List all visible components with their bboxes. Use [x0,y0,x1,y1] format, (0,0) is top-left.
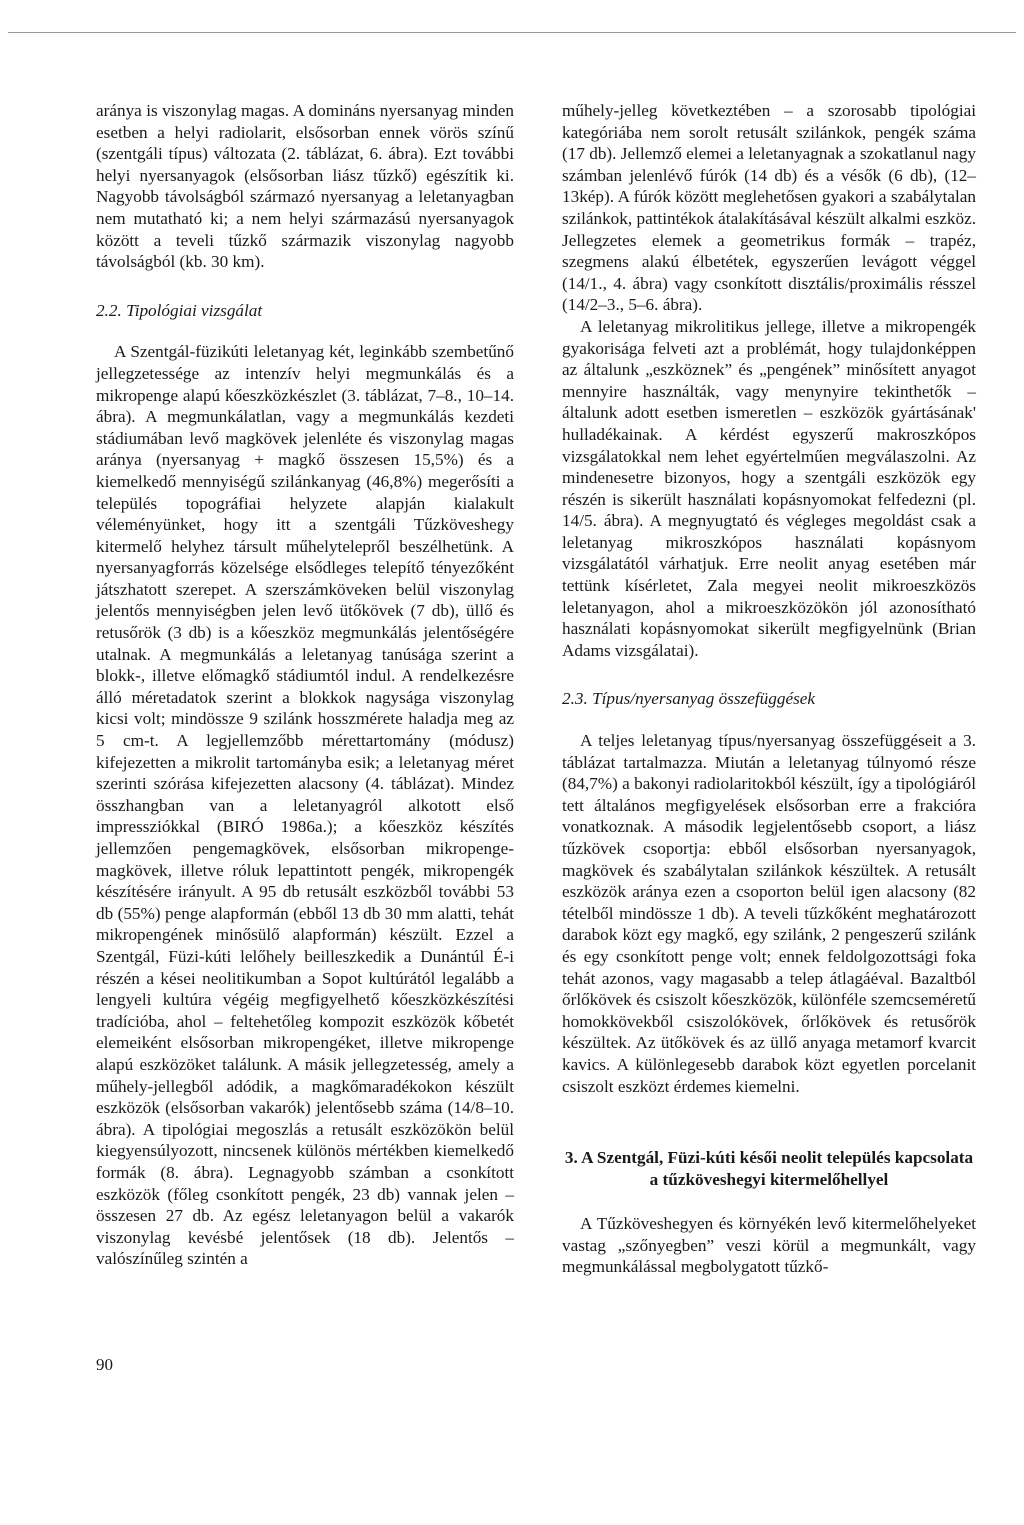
subheading-2-3: 2.3. Típus/nyersanyag összefüggések [562,689,816,709]
paragraph: A Tűzköveshegyen és környékén levő kitermelőhelyeket vastag „szőnyegben” veszi körül a megmunkált, vagy megmunkálással megbolygatott tűzkő- [562,1214,976,1277]
page-number: 90 [96,1355,113,1374]
paragraph: A teljes leletanyag típus/nyersanyag összefüggéseit a 3. táblázat tartalmazza. Miután a leletanyag túlnyomó része (84,7%) a bakonyi radiolaritokból készült, így a tipológiáról tett általános megfigyelések elsősorban erre a frakcióra vonatkoznak. A második legjelentősebb csoport, a liász tűzkövek csoportja: ebből elsősorban nyersanyagok, magkövek és szabálytalan szilánkok készültek. A retusált eszközök aránya ezen a csoporton belül igen alacsony (82 tételből mindössze 1 db). A teveli tűzkőként meghatározott darabok közt egy magkő, egy szilánk, 2 pengeszerű szilánk és egy csonkított penge volt; ennek feldolgozottsági foka tehát azonos, vagy magasabb a telep átlagáéval. Bazaltból őrlőkövek és csiszolt kőeszközök, különféle szemcseméretű homokkövekből csiszolókövek, őrlőkövek és retusőrök készültek. Az ütőkövek és az üllő anyaga metamorf kvarcit kavics. A különlegesebb darabok közt egyetlen porcelanit csiszolt eszközt érdemes kiemelni. [562,731,976,1096]
header-rule [8,32,1016,33]
paragraph: aránya is viszonylag magas. A domináns nyersanyag minden esetben a helyi radiolarit, elsősorban ennek vörös színű (szentgáli típus) változata (2. táblázat, 6. ábra). Ezt további helyi nyersanyagok (elsősorban liász tűzkő) egészítik ki. Nagyobb távolságból származó nyersanyag a leletanyagban nem mutatható ki; a nem helyi származású nyersanyagok között a teveli tűzkő származik viszonylag nagyobb távolságból (kb. 30 km). [96,101,514,272]
paragraph: A leletanyag mikrolitikus jellege, illetve a mikropengék gyakorisága felveti azt a problémát, hogy tulajdonképpen az általunk „eszköznek” és „pengének” minősített anyagot mennyire használták, vagy menynyire tekinthetők – általunk adott esetben ismeretlen – eszközök gyártásának' hulladékainak. A kérdést egyszerű makroszkópos vizsgálatokkal nem lehet egyértelműen megválaszolni. Az mindenesetre bizonyos, hogy a szentgáli eszközök egy részén is sikerült használati kopásnyomokat felfedezni (pl. 14/5. ábra). A megnyugtató és végleges megoldást csak a leletanyag mikroszkópos használati kopásnyom vizsgálatától várhatjuk. Erre neolit anyag esetében már tettünk kísérletet, Zala megyei neolit mikroeszközös leletanyagon, ahol a mikroeszközökön jól azonosítható használati kopásnyomokat sikerült megfigyelnünk (Brian Adams vizsgálatai). [562,316,976,660]
paragraph: A Szentgál-füzikúti leletanyag két, leginkább szembetűnő jellegzetessége az intenzív helyi megmunkálás és a mikropenge alapú kőeszközkészlet (3. táblázat, 7–8., 10–14. ábra). A megmunkálatlan, vagy a megmunkálás kezdeti stádiumában levő magkövek jelenléte és viszonylag magas aránya (nyersanyag + magkő összesen 15,5%) és a kiemelkedő mennyiségű szilánkanyag (46,8%) megerősíti a település topográfiai helyzete alapján kialakult véleményünket, hogy itt a szentgáli Tűzköveshegy kitermelő helyhez társult műhelytelepről beszélhetünk. A nyersanyagforrás közelsége elsődleges telepítő tényezőként játszhatott szerepet. A szerszámköveken belül viszonylag jelentős mennyiségben jelen levő ütőkövek (7 db), üllő és retusőrök (3 db) is a kőeszköz megmunkálás jelentőségére utalnak. A megmunkálás a leletanyag tanúsága szerint a blokk-, illetve előmagkő stádiumtól indul. A rendelkezésre álló méretadatok szerint a blokkok nagysága viszonylag kicsi volt; mindössze 9 szilánk hosszmérete haladja meg az 5 cm-t. A legjellemzőbb mérettartomány (módusz) kifejezetten a mikrolit tartományba esik; a leletanyag méret szerinti szórása kifejezetten alacsony (4. táblázat). Mindez összhangban van a leletanyagról alkotott első impressziókkal (BIRÓ 1986a.); a kőeszköz készítés jellemzően pengemagkövek, elsősorban mikropenge-magkövek, illetve róluk lepattintott pengék, mikropengék készítésére irányult. A 95 db retusált eszközből további 53 db (55%) penge alapformán (ebből 13 db 30 mm alatti, tehát mikropengének minősülő alapformán) készült. Ezzel a Szentgál, Füzi-kúti lelőhely beilleszkedik a Dunántúl É-i részén a kései neolitikumban a Sopot kultúrától legalább a lengyeli kultúra végéig megfigyelhető kőeszközkészítési tradícióba, ahol – feltehetőleg kompozit eszközök kőbetét elemeiként elsősorban mikropengéket, illetve mikropenge alapú eszközöket találunk. A másik jellegzetesség, amely a műhely-jellegből adódik, a magkőmaradékokon készült eszközök (elsősorban vakarók) jelentősebb száma (14/8–10. ábra). A tipológiai megoszlás a retusált eszközökön belül kiegyensúlyozott, nincsenek különös mértékben kiemelkedő formák (8. ábra). Legnagyobb számban a csonkított eszközök (főleg csonkított pengék, 23 db) vannak jelen – összesen 27 db. Az egész leletanyagon belül a vakarók viszonylag kevésbé jelentősek (18 db). Jelentős – valószínűleg szintén a [96,342,514,1269]
subheading-2-2: 2.2. Tipológiai vizsgálat [96,300,263,320]
right-column [562,100,976,1278]
section-heading-3: 3. A Szentgál, Füzi-kúti késői neolit település kapcsolata a tűzköveshegyi kitermelőhellyel [564,1148,974,1190]
left-column [96,100,514,1270]
paragraph: műhely-jelleg következtében – a szorosabb tipológiai kategóriába nem sorolt retusált szilánkok, pengék száma (17 db). Jellemző elemei a leletanyagnak a szokatlanul nagy számban jelenlévő fúrók (14 db) és a vésők (6 db), (12–13kép). A fúrók között meglehetősen gyakori a szabálytalan szilánkok, pattintékok átalakításával készült alkalmi eszköz. Jellegzetes elemek a geometrikus formák – trapéz, szegmens alakú élbetétek, egyszerűen levágott véggel (14/1., 4. ábra) vagy csonkított disztális/proximális résszel (14/2–3., 5–6. ábra). [562,101,976,315]
